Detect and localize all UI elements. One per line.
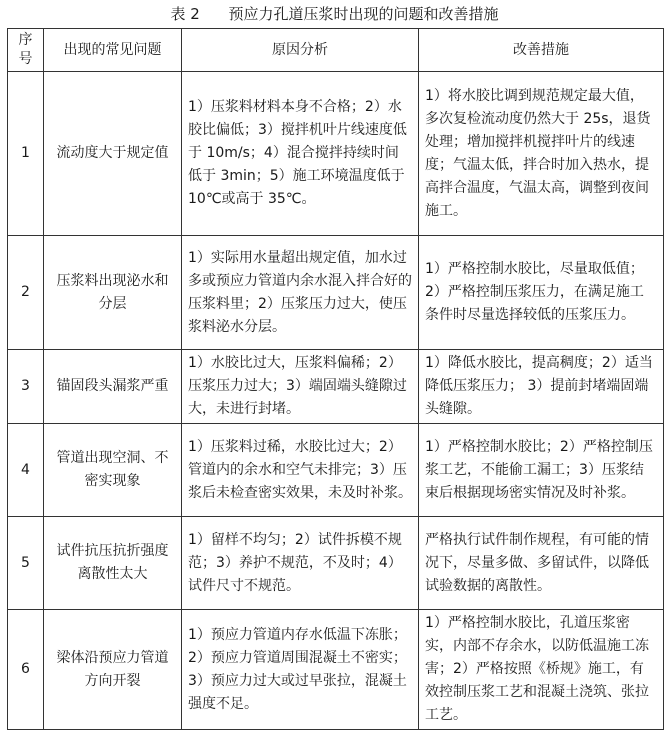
table-row	[8, 517, 664, 610]
table-row	[8, 72, 664, 236]
row-fix: 1）降低水胶比，提高稠度；2）适当降低压浆压力； 3）提前封堵端固端头缝隙。	[419, 350, 664, 424]
row-num: 3	[8, 350, 44, 424]
header-problem: 出现的常见问题	[44, 29, 182, 72]
row-fix: 1）严格控制水胶比，孔道压浆密实，内部不存余水，以防低温施工冻害；2）严格按照《桥规》施工，有效控制压浆工艺和混凝土浇筑、张拉工艺。	[419, 610, 664, 730]
row-num: 1	[8, 72, 44, 236]
row-num: 5	[8, 517, 44, 610]
table-row	[8, 424, 664, 517]
header-row	[8, 29, 664, 72]
row-problem: 锚固段头漏浆严重	[44, 350, 182, 424]
table-row	[8, 350, 664, 424]
row-cause: 1）压浆料材料本身不合格；2）水胶比偏低；3）搅拌机叶片线速度低于 10m/s；4）混合搅拌持续时间低于 3min；5）施工环境温度低于 10℃或高于 35℃。	[182, 72, 419, 236]
row-fix: 1）严格控制水胶比；2）严格控制压浆工艺，不能偷工漏工；3）压浆结束后根据现场密实情况及时补浆。	[419, 424, 664, 517]
header-num: 序 号	[8, 29, 44, 72]
row-cause: 1）预应力管道内存水低温下冻胀；2）预应力管道周围混凝土不密实；3）预应力过大或过早张拉，混凝土强度不足。	[182, 610, 419, 730]
header-cause: 原因分析	[182, 29, 419, 72]
row-cause: 1）水胶比过大，压浆料偏稀；2）压浆压力过大；3）端固端头缝隙过大，未进行封堵。	[182, 350, 419, 424]
row-fix: 严格执行试件制作规程，有可能的情况下，尽量多做、多留试件，以降低试验数据的离散性。	[419, 517, 664, 610]
table-row	[8, 236, 664, 350]
row-fix: 1）将水胶比调到规范规定最大值，多次复检流动度仍然大于 25s，退货处理；增加搅拌机搅拌叶片的线速度；气温太低，拌合时加入热水，提高拌合温度，气温太高，调整到夜间施工。	[419, 72, 664, 236]
row-cause: 1）留样不均匀；2）试件拆模不规范；3）养护不规范，不及时；4）试件尺寸不规范。	[182, 517, 419, 610]
row-problem: 流动度大于规定值	[44, 72, 182, 236]
row-fix: 1）严格控制水胶比，尽量取低值；2）严格控制压浆压力，在满足施工条件时尽量选择较低的压浆压力。	[419, 236, 664, 350]
table-row	[8, 610, 664, 730]
header-fix: 改善措施	[419, 29, 664, 72]
row-num: 4	[8, 424, 44, 517]
row-cause: 1）实际用水量超出规定值，加水过多或预应力管道内余水混入拌合好的压浆料里；2）压浆压力过大，使压浆料泌水分层。	[182, 236, 419, 350]
row-num: 6	[8, 610, 44, 730]
table-caption: 表 2 预应力孔道压浆时出现的问题和改善措施	[170, 5, 499, 23]
row-cause: 1）压浆料过稀，水胶比过大；2）管道内的余水和空气未排完；3）压浆后未检查密实效果，未及时补浆。	[182, 424, 419, 517]
row-problem: 管道出现空洞、不密实现象	[44, 424, 182, 517]
problems-table	[7, 28, 664, 730]
row-problem: 试件抗压抗折强度 离散性太大	[44, 517, 182, 610]
row-problem: 梁体沿预应力管道方向开裂	[44, 610, 182, 730]
row-problem: 压浆料出现泌水和分层	[44, 236, 182, 350]
row-num: 2	[8, 236, 44, 350]
